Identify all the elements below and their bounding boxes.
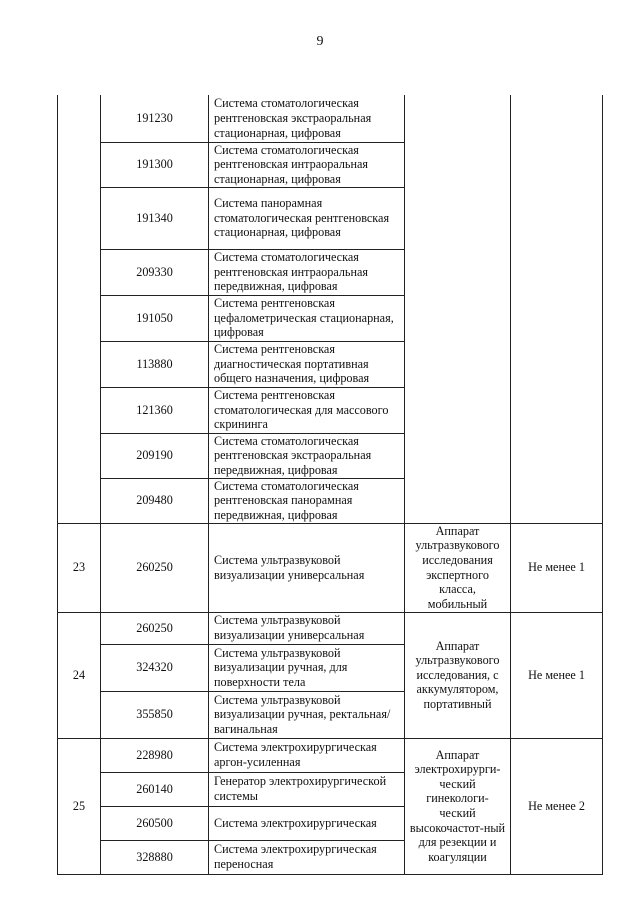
equipment-table xyxy=(57,95,603,875)
type-cell: Аппарат электрохирурги-ческий гинекологи-ческий высокочастот-ный для резекции и коагуляции xyxy=(405,738,511,874)
name-cell: Система электрохирургическая xyxy=(209,806,405,840)
code-cell: 324320 xyxy=(101,644,209,691)
table-row xyxy=(58,523,603,612)
name-cell: Система стоматологическая рентгеновская интраоральная передвижная, цифровая xyxy=(209,249,405,295)
code-cell: 209190 xyxy=(101,433,209,478)
quantity-cell: Не менее 1 xyxy=(511,612,603,738)
code-cell: 209330 xyxy=(101,249,209,295)
name-cell: Система ультразвуковой визуализации универсальная xyxy=(209,523,405,612)
name-cell: Система ультразвуковой визуализации ручная, для поверхности тела xyxy=(209,644,405,691)
name-cell: Генератор электрохирургической системы xyxy=(209,772,405,806)
code-cell: 228980 xyxy=(101,738,209,772)
code-cell: 260500 xyxy=(101,806,209,840)
type-cell xyxy=(405,95,511,523)
code-cell: 191340 xyxy=(101,187,209,249)
name-cell: Система стоматологическая рентгеновская экстраоральная передвижная, цифровая xyxy=(209,433,405,478)
code-cell: 260250 xyxy=(101,612,209,644)
code-cell: 191300 xyxy=(101,142,209,187)
table-row xyxy=(58,612,603,644)
type-cell: Аппарат ультразвукового исследования экспертного класса, мобильный xyxy=(405,523,511,612)
name-cell: Система стоматологическая рентгеновская экстраоральная стационарная, цифровая xyxy=(209,95,405,142)
code-cell: 113880 xyxy=(101,341,209,387)
code-cell: 260250 xyxy=(101,523,209,612)
name-cell: Система рентгеновская диагностическая портативная общего назначения, цифровая xyxy=(209,341,405,387)
quantity-cell xyxy=(511,95,603,523)
table-row xyxy=(58,738,603,772)
name-cell: Система ультразвуковой визуализации универсальная xyxy=(209,612,405,644)
name-cell: Система ультразвуковой визуализации ручная, ректальная/вагинальная xyxy=(209,691,405,738)
name-cell: Система стоматологическая рентгеновская интраоральная стационарная, цифровая xyxy=(209,142,405,187)
number-cell xyxy=(58,95,101,523)
name-cell: Система электрохирургическая переносная xyxy=(209,840,405,874)
name-cell: Система рентгеновская цефалометрическая стационарная, цифровая xyxy=(209,295,405,341)
code-cell: 191230 xyxy=(101,95,209,142)
type-cell: Аппарат ультразвукового исследования, с аккумулятором, портативный xyxy=(405,612,511,738)
name-cell: Система стоматологическая рентгеновская панорамная передвижная, цифровая xyxy=(209,478,405,523)
table-row xyxy=(58,95,603,142)
code-cell: 209480 xyxy=(101,478,209,523)
code-cell: 191050 xyxy=(101,295,209,341)
name-cell: Система панорамная стоматологическая рентгеновская стационарная, цифровая xyxy=(209,187,405,249)
number-cell: 24 xyxy=(58,612,101,738)
name-cell: Система электрохирургическая аргон-усиленная xyxy=(209,738,405,772)
quantity-cell: Не менее 2 xyxy=(511,738,603,874)
quantity-cell: Не менее 1 xyxy=(511,523,603,612)
number-cell: 25 xyxy=(58,738,101,874)
page-number: 9 xyxy=(316,34,324,49)
code-cell: 328880 xyxy=(101,840,209,874)
number-cell: 23 xyxy=(58,523,101,612)
name-cell: Система рентгеновская стоматологическая для массового скрининга xyxy=(209,387,405,433)
code-cell: 121360 xyxy=(101,387,209,433)
code-cell: 260140 xyxy=(101,772,209,806)
code-cell: 355850 xyxy=(101,691,209,738)
